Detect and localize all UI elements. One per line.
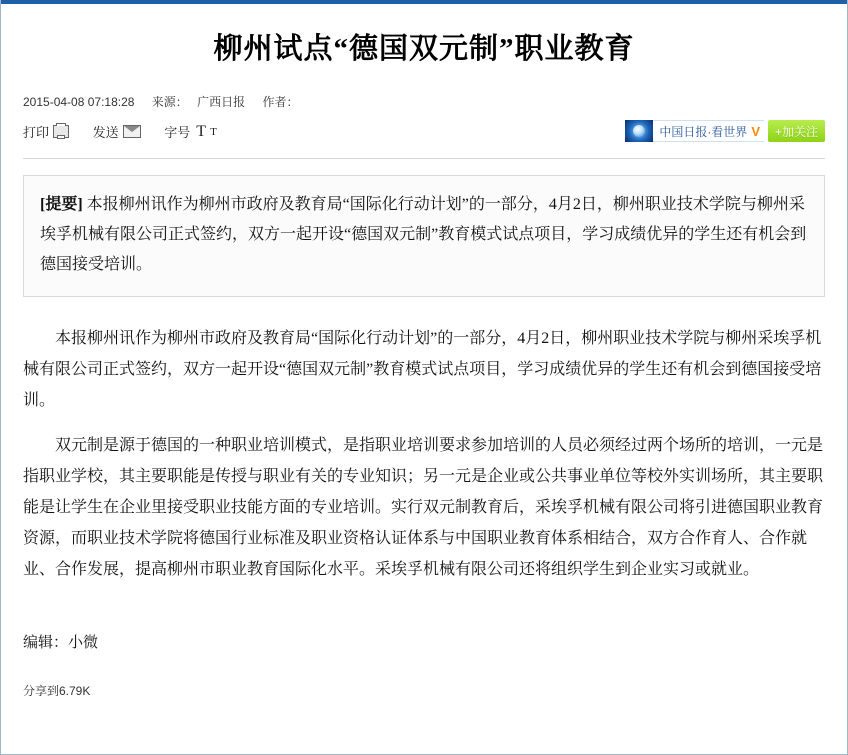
summary-text: 本报柳州讯作为柳州市政府及教育局“国际化行动计划”的一部分，4月2日，柳州职业技术学院与柳州采埃孚机械有限公司正式签约，双方一起开设“德国双元制”教育模式试点项目，学习成绩优异的学生还有机会到德国接受培训。 bbox=[40, 196, 807, 273]
source-name: 广西日报 bbox=[197, 95, 246, 109]
summary-tag: [提要] bbox=[40, 196, 83, 213]
media-account-label: 中国日报·看世界 bbox=[659, 124, 748, 139]
toolbar-divider bbox=[23, 158, 825, 159]
page-content bbox=[1, 26, 847, 699]
article-toolbar bbox=[23, 122, 825, 148]
media-account-name[interactable] bbox=[653, 120, 764, 142]
verified-badge-icon: V bbox=[751, 123, 760, 139]
send-label: 发送 bbox=[92, 125, 119, 140]
font-size-large-button[interactable]: T bbox=[196, 122, 207, 140]
author-label: 作者： bbox=[262, 95, 299, 109]
article-body bbox=[23, 323, 825, 585]
follow-widget bbox=[625, 120, 825, 142]
follow-button[interactable]: +加关注 bbox=[768, 120, 825, 142]
china-daily-logo-icon bbox=[625, 120, 653, 142]
print-label: 打印 bbox=[23, 125, 50, 140]
print-button[interactable] bbox=[23, 122, 69, 141]
share-bar[interactable]: 分享到6.79K bbox=[23, 684, 91, 698]
publish-datetime: 2015-04-08 07:18:28 bbox=[23, 95, 135, 109]
top-accent-bar bbox=[1, 0, 847, 4]
editor-credit: 编辑：小微 bbox=[23, 635, 99, 651]
printer-icon bbox=[53, 125, 69, 138]
mail-icon bbox=[123, 125, 141, 138]
article-paragraph: 双元制是源于德国的一种职业培训模式，是指职业培训要求参加培训的人员必须经过两个场所的培训，一元是指职业学校，其主要职能是传授与职业有关的专业知识；另一元是企业或公共事业单位等校外实训场所，其主要职能是让学生在企业里接受职业技能方面的专业培训。实行双元制教育后，采埃孚机械有限公司将引进德国职业教育资源，而职业技术学院将德国行业标准及职业资格认证体系与中国职业教育体系相结合，双方合作育人、合作就业、合作发展，提高柳州市职业教育国际化水平。采埃孚机械有限公司还将组织学生到企业实习或就业。 bbox=[23, 437, 824, 578]
font-size-control bbox=[164, 122, 219, 141]
article-paragraph: 本报柳州讯作为柳州市政府及教育局“国际化行动计划”的一部分，4月2日，柳州职业技术学院与柳州采埃孚机械有限公司正式签约，双方一起开设“德国双元制”教育模式试点项目，学习成绩优异的学生还有机会到德国接受培训。 bbox=[23, 330, 822, 409]
font-size-small-button[interactable]: T bbox=[210, 125, 217, 138]
summary-box bbox=[23, 175, 825, 297]
fontsize-label: 字号 bbox=[164, 125, 191, 140]
source-label: 来源： bbox=[151, 95, 188, 109]
article-meta bbox=[23, 93, 825, 110]
send-button[interactable] bbox=[93, 122, 141, 141]
page-title: 柳州试点“德国双元制”职业教育 bbox=[213, 33, 635, 65]
